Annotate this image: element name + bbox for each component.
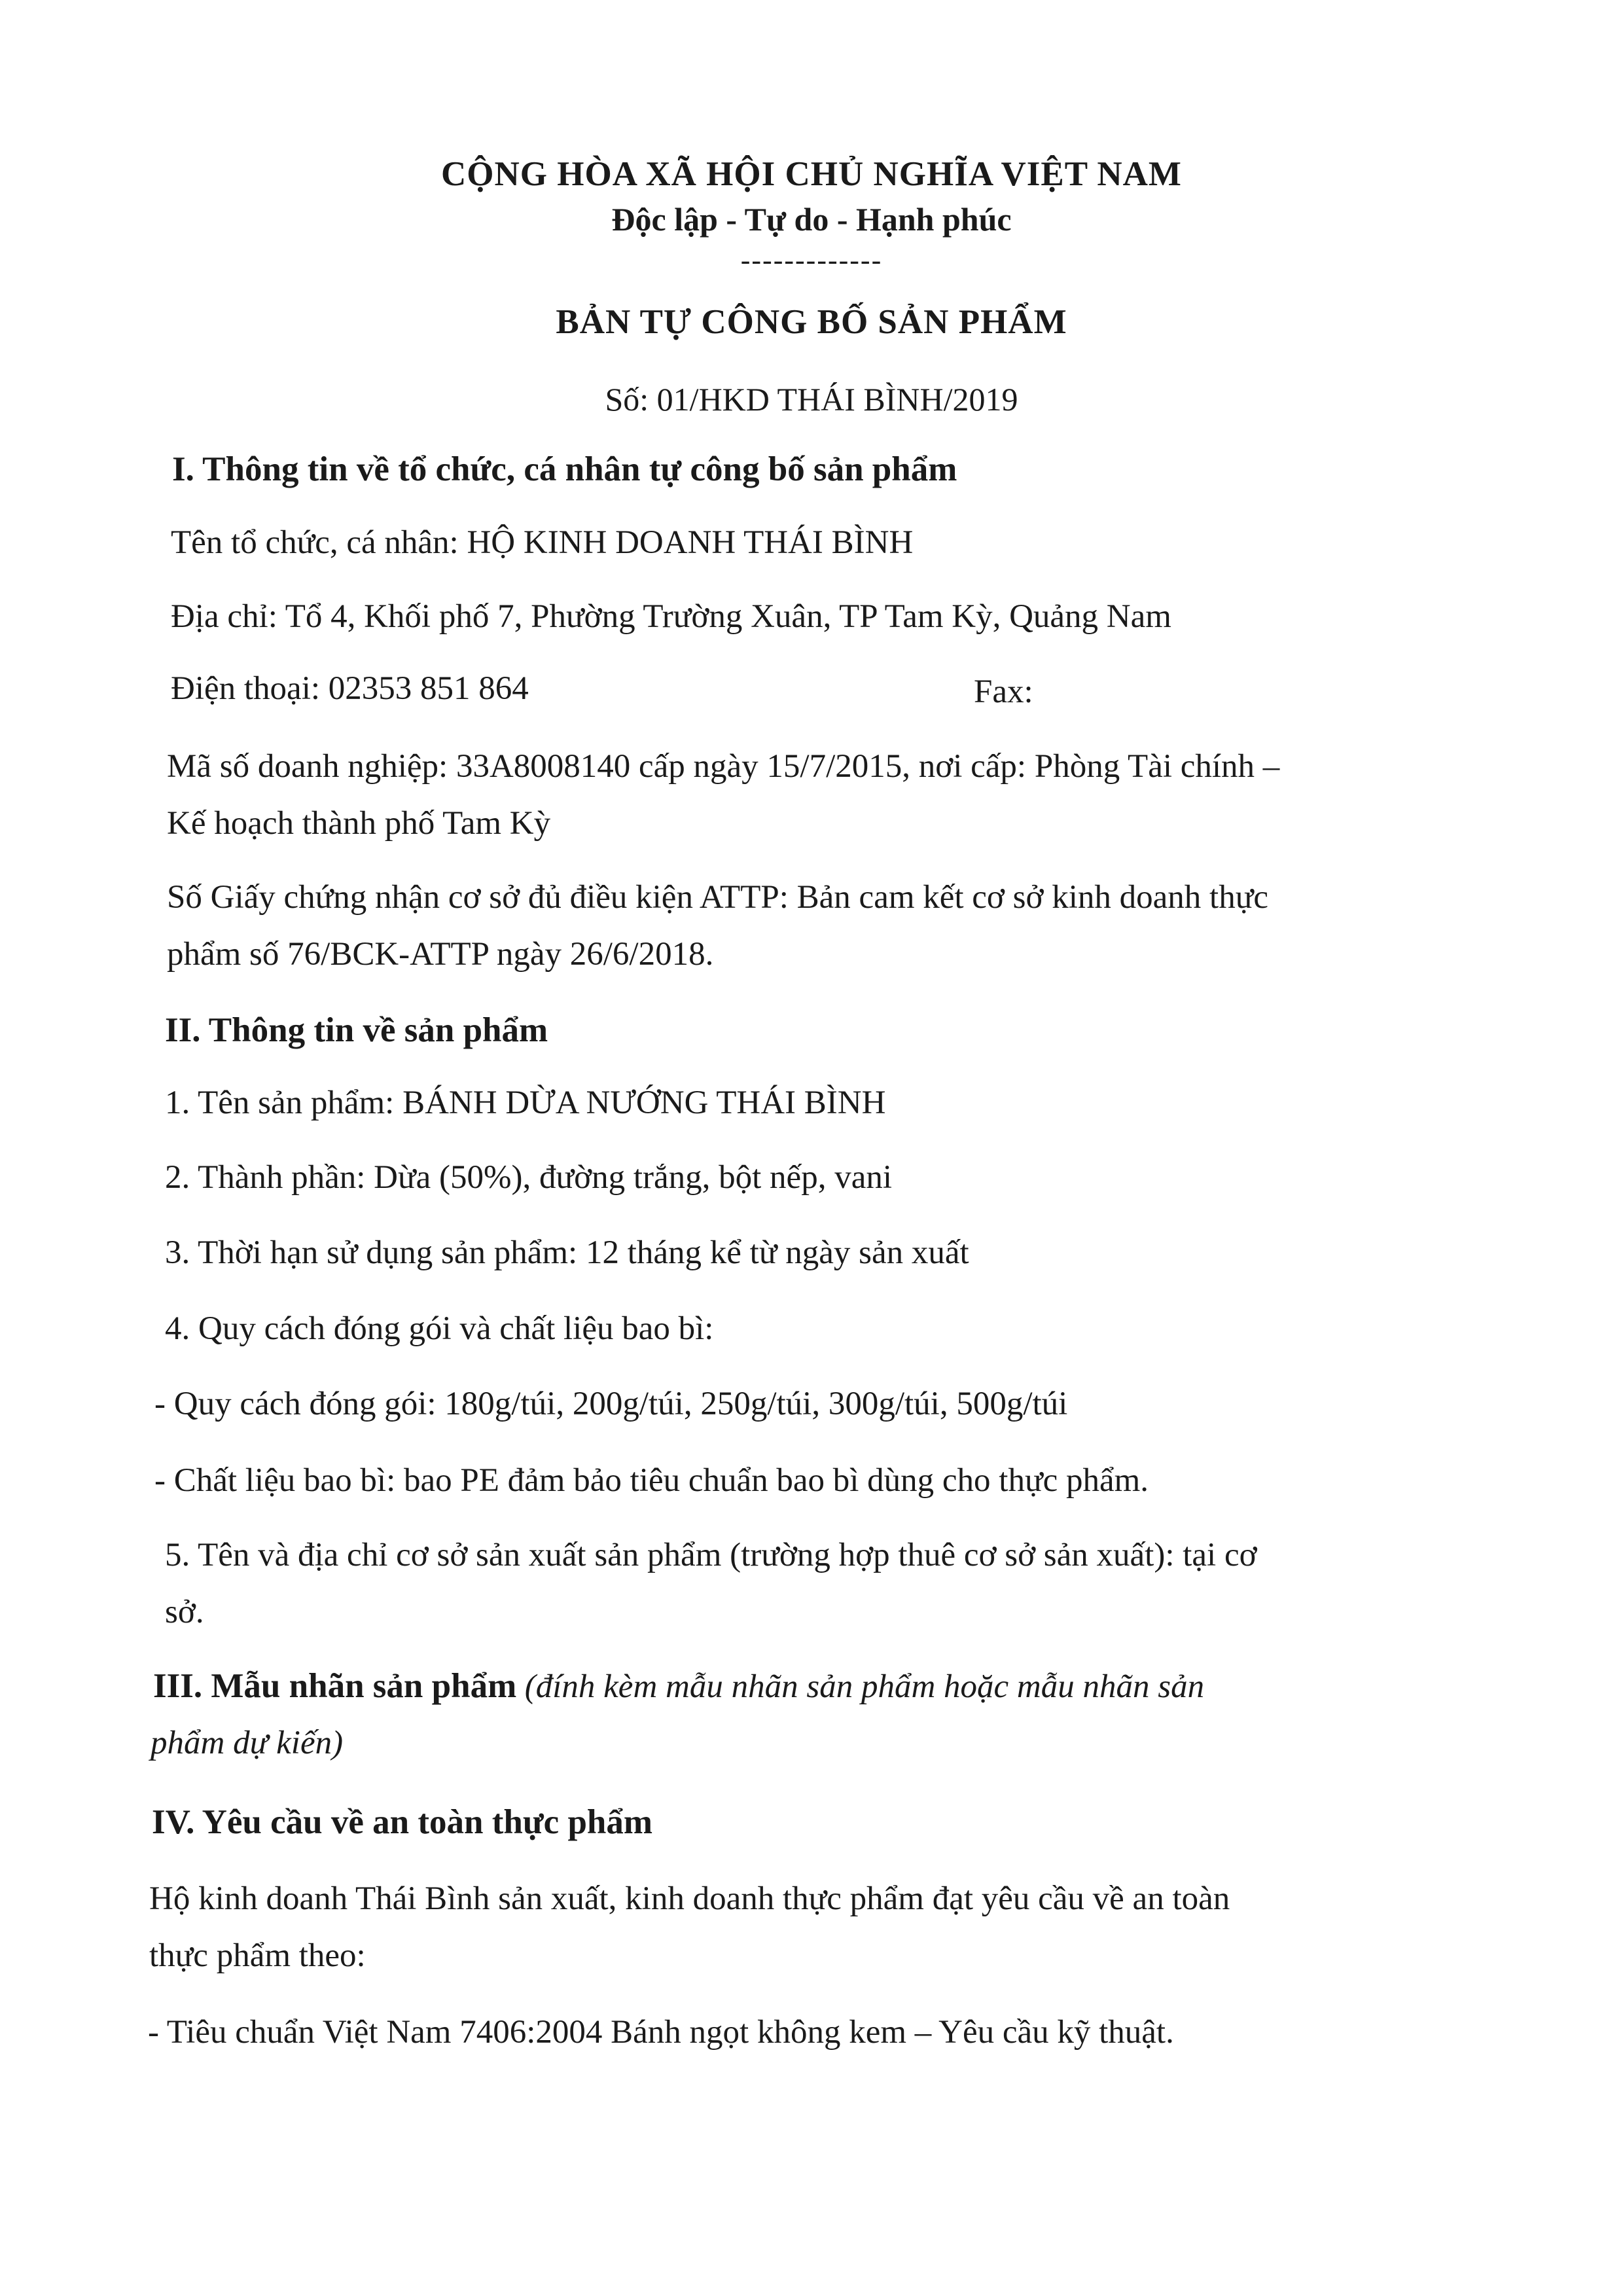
certificate-line2: phẩm số 76/BCK-ATTP ngày 26/6/2018. [167,936,714,973]
section3-line1 [153,1666,1204,1706]
certificate-line1: Số Giấy chứng nhận cơ sở đủ điều kiện ATTP: Bản cam kết cơ sở kinh doanh thực [167,879,1268,916]
document-title: BẢN TỰ CÔNG BỐ SẢN PHẨM [556,303,1067,341]
section1-heading: I. Thông tin về tổ chức, cá nhân tự công bố sản phẩm [172,450,957,488]
product-ingredients: 2. Thành phần: Dừa (50%), đường trắng, bột nếp, vani [165,1159,892,1196]
manufacturer-line1: 5. Tên và địa chỉ cơ sở sản xuất sản phẩm (trường hợp thuê cơ sở sản xuất): tại cơ [165,1537,1257,1573]
national-title: CỘNG HÒA XÃ HỘI CHỦ NGHĨA VIỆT NAM [441,155,1182,193]
organization-phone: Điện thoại: 02353 851 864 [171,670,529,707]
packaging-material: - Chất liệu bao bì: bao PE đảm bảo tiêu chuẩn bao bì dùng cho thực phẩm. [154,1462,1149,1499]
packaging-sizes: - Quy cách đóng gói: 180g/túi, 200g/túi, 250g/túi, 300g/túi, 500g/túi [154,1386,1068,1422]
safety-paragraph-line1: Hộ kinh doanh Thái Bình sản xuất, kinh doanh thực phẩm đạt yêu cầu về an toàn [149,1880,1230,1917]
organization-name: Tên tổ chức, cá nhân: HỘ KINH DOANH THÁI BÌNH [171,524,914,561]
section3-note-line1: (đính kèm mẫu nhãn sản phẩm hoặc mẫu nhãn sản [524,1668,1205,1705]
business-code-line2: Kế hoạch thành phố Tam Kỳ [167,805,551,842]
organization-address: Địa chỉ: Tổ 4, Khối phố 7, Phường Trường Xuân, TP Tam Kỳ, Quảng Nam [171,598,1171,635]
product-shelf-life: 3. Thời hạn sử dụng sản phẩm: 12 tháng kể từ ngày sản xuất [165,1234,969,1271]
section3-heading: III. Mẫu nhãn sản phẩm [153,1667,517,1705]
header-separator: ------------- [740,244,883,276]
business-code-line1: Mã số doanh nghiệp: 33A8008140 cấp ngày 15/7/2015, nơi cấp: Phòng Tài chính – [167,748,1280,785]
section2-heading: II. Thông tin về sản phẩm [165,1011,548,1049]
section3-note-line2: phẩm dự kiến) [151,1725,344,1761]
organization-fax: Fax: [974,673,1033,710]
section4-heading: IV. Yêu cầu về an toàn thực phẩm [152,1803,653,1841]
safety-paragraph-line2: thực phẩm theo: [149,1937,366,1974]
national-motto: Độc lập - Tự do - Hạnh phúc [611,201,1012,238]
safety-standard: - Tiêu chuẩn Việt Nam 7406:2004 Bánh ngọt không kem – Yêu cầu kỹ thuật. [148,2014,1174,2051]
product-name: 1. Tên sản phẩm: BÁNH DỪA NƯỚNG THÁI BÌNH [165,1085,886,1121]
document-number: Số: 01/HKD THÁI BÌNH/2019 [605,381,1018,418]
manufacturer-line2: sở. [165,1594,204,1630]
packaging-heading: 4. Quy cách đóng gói và chất liệu bao bì: [165,1310,714,1347]
